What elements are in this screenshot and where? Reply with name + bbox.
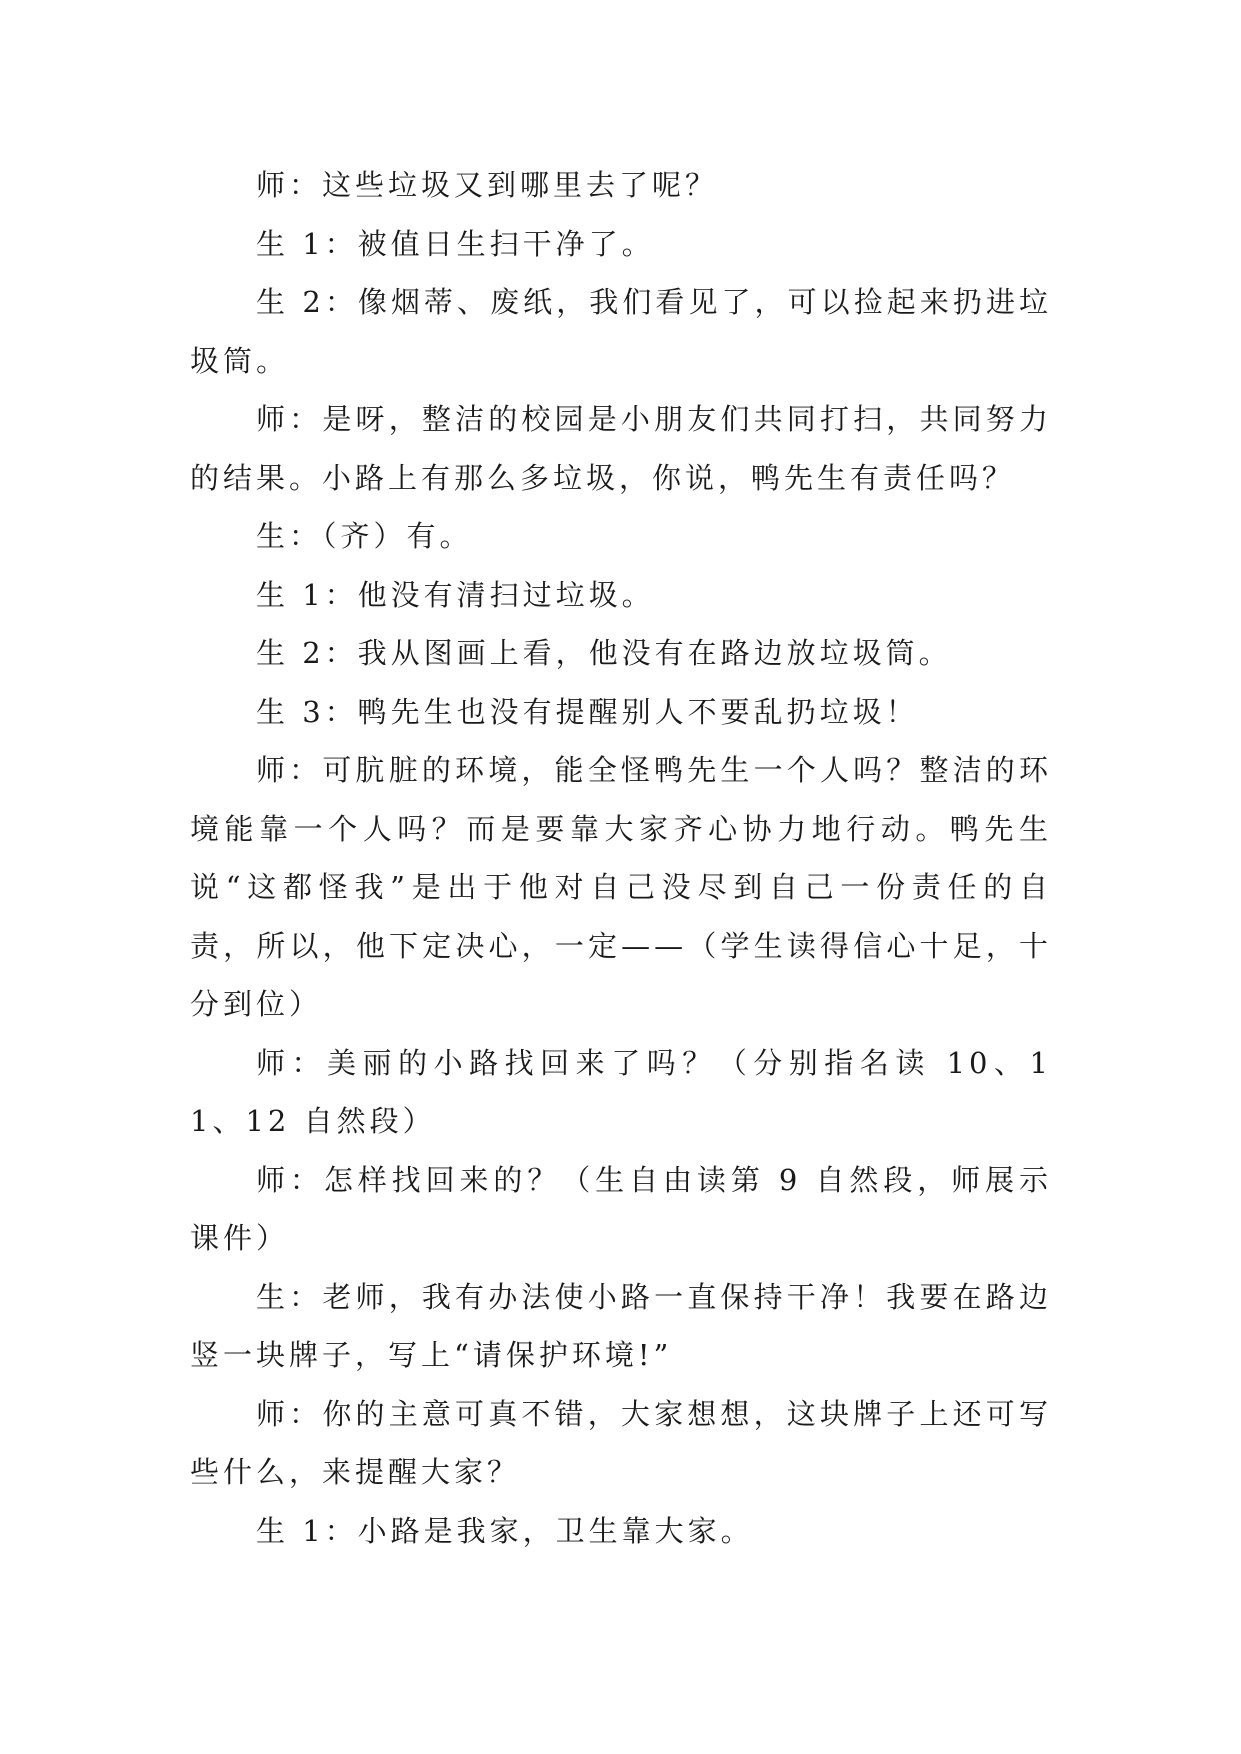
paragraph-teacher-found-road: 师：美丽的小路找回来了吗？（分别指名读 10、11、12 自然段）: [190, 1045, 1052, 1138]
paragraph-teacher-question-trash: 师：这些垃圾又到哪里去了呢？: [256, 168, 719, 202]
paragraph-teacher-responsibility: 师：是呀，整洁的校园是小朋友们共同打扫，共同努力的结果。小路上有那么多垃圾，你说，鸭先生有责任吗？: [190, 402, 1052, 495]
paragraph-student2-reason: 生 2：我从图画上看，他没有在路边放垃圾筒。: [256, 636, 952, 670]
paragraph-students-chorus: 生：（齐）有。: [256, 519, 473, 553]
paragraph-teacher-how-found: 师：怎样找回来的？（生自由读第 9 自然段，师展示课件）: [190, 1162, 1052, 1255]
paragraph-student1-answer: 生 1：被值日生扫干净了。: [256, 226, 655, 261]
paragraph-student3-reason: 生 3：鸭先生也没有提醒别人不要乱扔垃圾！: [256, 694, 919, 729]
document-body: [190, 156, 1052, 1560]
paragraph-student1-reason: 生 1：他没有清扫过垃圾。: [256, 577, 655, 612]
paragraph-student-sign-idea: 生：老师，我有办法使小路一直保持干净！我要在路边竖一块牌子，写上“请保护环境!”: [190, 1279, 1052, 1372]
paragraph-student1-slogan: 生 1：小路是我家，卫生靠大家。: [256, 1513, 754, 1548]
paragraph-student2-answer: 生 2：像烟蒂、废纸，我们看见了，可以捡起来扔进垃圾筒。: [190, 285, 1052, 378]
paragraph-teacher-sign-prompt: 师：你的主意可真不错，大家想想，这块牌子上还可写些什么，来提醒大家？: [190, 1396, 1052, 1489]
paragraph-teacher-environment: 师：可肮脏的环境，能全怪鸭先生一个人吗？整洁的环境能靠一个人吗？而是要靠大家齐心协力地行动。鸭先生说“这都怪我”是出于他对自己没尽到自己一份责任的自责，所以，他下定决心，一定——（学生读得信心十足，十分到位）: [190, 753, 1052, 1021]
